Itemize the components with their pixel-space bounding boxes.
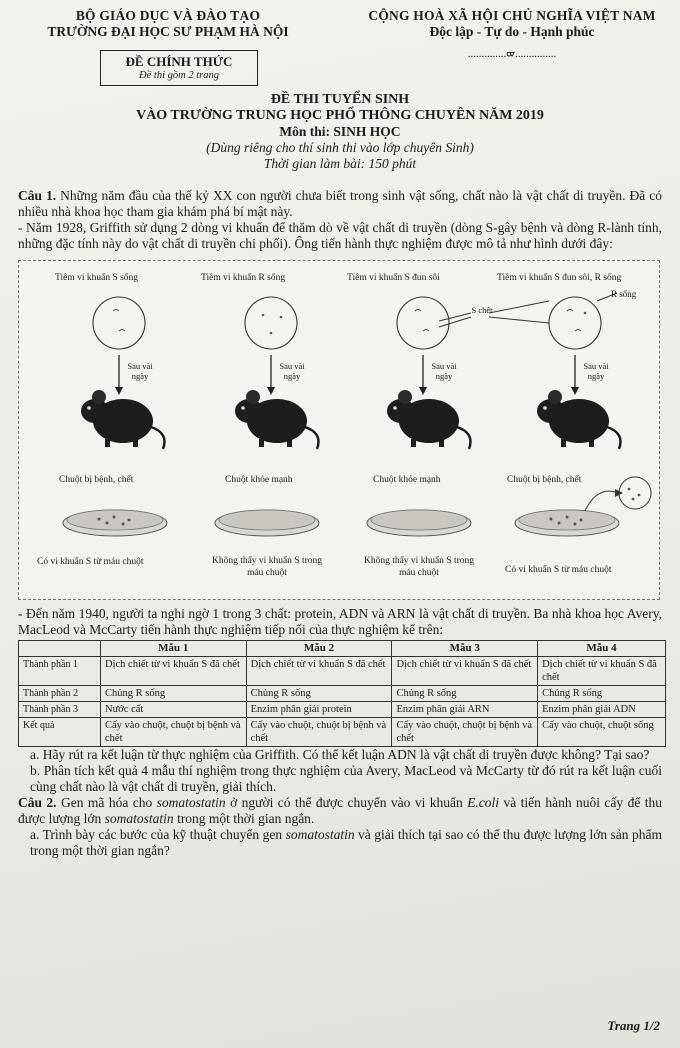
- col3-mouse-label: Chuột khỏe mạnh: [373, 475, 441, 485]
- table-cell: Cấy vào chuột, chuột sống: [538, 718, 666, 747]
- col2-inject-label: Tiêm vi khuẩn R sống: [201, 273, 286, 283]
- exam-subtitle: VÀO TRƯỜNG TRUNG HỌC PHỔ THÔNG CHUYÊN NĂM 2019: [136, 108, 544, 123]
- page-number: Trang 1/2: [607, 1018, 660, 1033]
- table-cell: Enzim phân giải ARN: [392, 702, 538, 718]
- figure-drawing: [19, 261, 661, 601]
- row-header: Kết quả: [19, 718, 101, 747]
- question-2-text-d: trong một thời gian ngắn.: [173, 811, 315, 826]
- official-box: [100, 50, 258, 86]
- row-header: Thành phần 2: [19, 686, 101, 702]
- table-row: [19, 702, 666, 718]
- question-2a: [18, 827, 662, 859]
- griffith-paragraph: - Năm 1928, Griffith sử dụng 2 dòng vi khuẩn để thăm dò về vật chất di truyền (dòng S-gây bệnh và dòng R-lành tính, những đặc tính này do vật chất di truyền chi phối). Ông tiến hành thực nghiệm được mô tả như hình dưới đây:: [18, 220, 662, 251]
- official-title: ĐỀ CHÍNH THỨC: [125, 54, 233, 69]
- table-cell: Chủng R sống: [246, 686, 392, 702]
- col2-arrow-label: Sau vài ngày: [279, 361, 305, 381]
- table-header-cell: Mẫu 1: [101, 641, 247, 657]
- table-cell: Enzim phân giải ADN: [538, 702, 666, 718]
- audience-note: (Dùng riêng cho thí sinh thi vào lớp chuyên Sinh): [206, 140, 474, 155]
- col3-plate-label: Không thấy vi khuẩn S trong máu chuột: [363, 556, 475, 578]
- col4-inject-label: Tiêm vi khuẩn S đun sôi, R sống: [497, 273, 622, 283]
- question-2-text-a: Gen mã hóa cho: [56, 795, 157, 810]
- question-2a-text-2: và giải thích tại sao có thể thu được lượng lớn sản phẩm trong một thời gian ngắn?: [30, 827, 662, 858]
- col1-inject-label: Tiêm vi khuẩn S sống: [55, 273, 139, 283]
- official-subtitle: Đề thi gồm 2 trang: [139, 70, 219, 81]
- university-name: TRƯỜNG ĐẠI HỌC SƯ PHẠM HÀ NỘI: [47, 24, 289, 39]
- table-row: [19, 686, 666, 702]
- table-row: [19, 657, 666, 686]
- avery-paragraph: - Đến năm 1940, người ta nghi ngờ 1 trong 3 chất: protein, ADN và ARN là vật chất di truyền. Ba nhà khoa học Avery, MacLeod và McCarty tiến hành thực nghiệm tiếp nối của thực nghiệm kể trên:: [18, 606, 662, 637]
- header: [18, 8, 662, 100]
- table-header-cell: Mẫu 3: [392, 641, 538, 657]
- ornament-rule: ..............ᢍ...............: [467, 48, 557, 60]
- table-cell: Cấy vào chuột, chuột bị bệnh và chết: [246, 718, 392, 747]
- col1-mouse-label: Chuột bị bệnh, chết: [59, 475, 134, 485]
- row-header: Thành phần 1: [19, 657, 101, 686]
- time-limit: Thời gian làm bài: 150 phút: [263, 156, 417, 171]
- question-2: [18, 795, 662, 827]
- header-right: [362, 8, 662, 100]
- table-header-row: [19, 641, 666, 657]
- col1-plate-label: Có vi khuẩn S từ máu chuột: [37, 557, 144, 567]
- avery-results-table: [18, 640, 666, 747]
- question-1-label: Câu 1.: [18, 188, 57, 203]
- ministry-name: BỘ GIÁO DỤC VÀ ĐÀO TẠO: [75, 8, 261, 23]
- header-left: [18, 8, 318, 100]
- question-2-italic-3: somatostatin: [104, 811, 174, 826]
- col4-plate-label: Có vi khuẩn S từ máu chuột: [505, 565, 612, 575]
- question-1b: b. Phân tích kết quả 4 mẫu thí nghiệm trong thực nghiệm của Avery, MacLeod và McCarty từ đó rút ra kết luận cuối cùng chất nào là vật chất di truyền, giải thích.: [30, 763, 662, 794]
- col3-inject-label: Tiêm vi khuẩn S đun sôi: [347, 273, 440, 283]
- table-header-cell: Mẫu 4: [538, 641, 666, 657]
- motto: Độc lập - Tự do - Hạnh phúc: [429, 24, 595, 39]
- table-row: [19, 718, 666, 747]
- table-header-cell: [19, 641, 101, 657]
- question-2-text-c: và tiến hành nuôi cấy để thu được lượng lớn: [18, 795, 662, 826]
- question-2a-text-1: a. Trình bày các bước của kỹ thuật chuyển gen: [30, 827, 286, 842]
- table-cell: Chủng R sống: [538, 686, 666, 702]
- s-dead-label: S chết: [471, 305, 493, 315]
- question-1-intro: [18, 188, 662, 220]
- col1-arrow-label: Sau vài ngày: [127, 361, 153, 381]
- question-2-italic-2: E.coli: [467, 795, 500, 810]
- table-cell: Dịch chiết từ vi khuẩn S đã chết: [101, 657, 247, 686]
- question-2-text-b: ở người có thể được chuyển vào vi khuẩn: [225, 795, 468, 810]
- table-cell: Dịch chiết từ vi khuẩn S đã chết: [538, 657, 666, 686]
- row-header: Thành phần 3: [19, 702, 101, 718]
- table-cell: Cấy vào chuột, chuột bị bệnh và chết: [392, 718, 538, 747]
- table-cell: Dịch chiết từ vi khuẩn S đã chết: [246, 657, 392, 686]
- exam-title: ĐỀ THI TUYỂN SINH: [270, 92, 410, 107]
- subject: Môn thi: SINH HỌC: [279, 124, 401, 139]
- question-2-label: Câu 2.: [18, 795, 57, 810]
- col4-arrow-label: Sau vài ngày: [583, 361, 609, 381]
- table-cell: Cấy vào chuột, chuột bị bệnh và chết: [101, 718, 247, 747]
- table-cell: Nước cất: [101, 702, 247, 718]
- table-cell: Chủng R sống: [392, 686, 538, 702]
- table-cell: Chủng R sống: [101, 686, 247, 702]
- col4-mouse-label: Chuột bị bệnh, chết: [507, 475, 582, 485]
- griffith-figure: [18, 260, 660, 600]
- question-2a-italic: somatostatin: [285, 827, 355, 842]
- col2-plate-label: Không thấy vi khuẩn S trong máu chuột: [211, 556, 323, 578]
- table-cell: Dịch chiết từ vi khuẩn S đã chết: [392, 657, 538, 686]
- r-live-label: R sống: [611, 289, 637, 299]
- question-2-italic-1: somatostatin: [156, 795, 226, 810]
- table-cell: Enzim phân giải protein: [246, 702, 392, 718]
- country-name: CỘNG HOÀ XÃ HỘI CHỦ NGHĨA VIỆT NAM: [368, 8, 656, 23]
- col2-mouse-label: Chuột khỏe mạnh: [225, 475, 293, 485]
- question-1a: a. Hãy rút ra kết luận từ thực nghiệm của Griffith. Có thể kết luận ADN là vật chất di truyền được không? Tại sao?: [30, 747, 650, 762]
- question-1-text: Những năm đầu của thế kỷ XX con người chưa biết trong sinh vật sống, chất nào là vật chất di truyền. Đã có nhiều nhà khoa học tham gia khám phá bí mật này.: [18, 188, 662, 219]
- table-header-cell: Mẫu 2: [246, 641, 392, 657]
- col3-arrow-label: Sau vài ngày: [431, 361, 457, 381]
- title-block: [18, 92, 662, 172]
